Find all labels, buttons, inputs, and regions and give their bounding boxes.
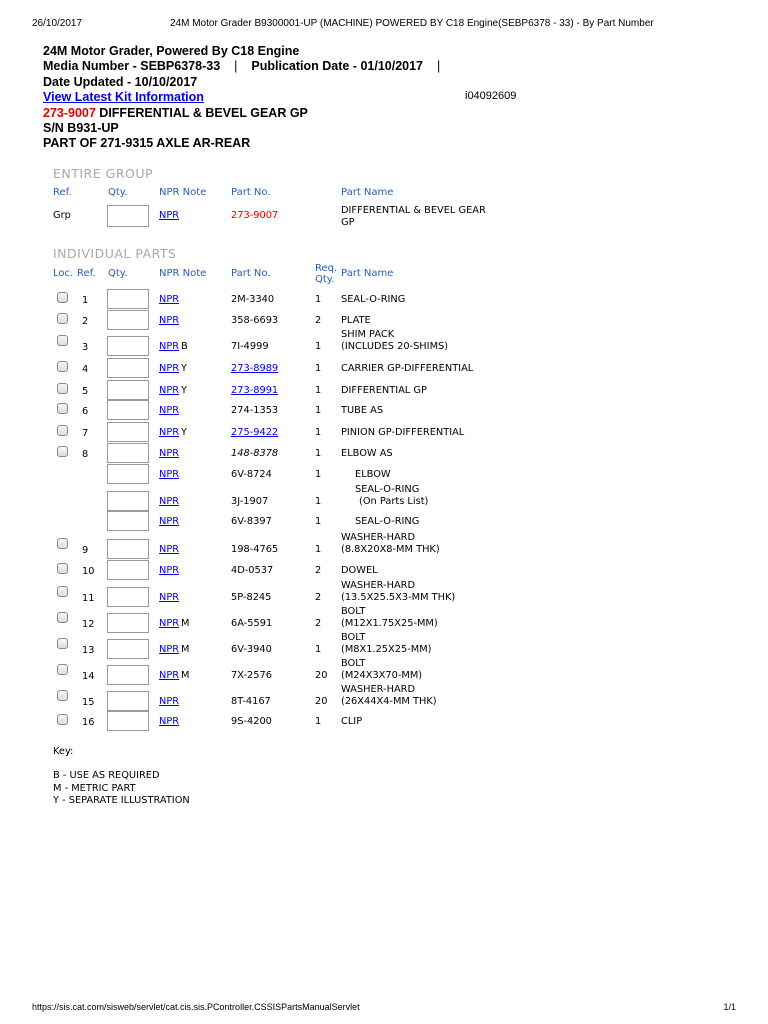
row-part-no: 2M-3340	[231, 294, 275, 305]
npr-link[interactable]: NPR	[159, 315, 180, 326]
key-title: Key:	[53, 746, 74, 757]
row-part-no	[231, 427, 278, 439]
col-ref: Ref.	[53, 187, 72, 198]
kit-info-link[interactable]: View Latest Kit Information	[43, 90, 204, 105]
group-name: DIFFERENTIAL & BEVEL GEAR GP	[95, 105, 308, 120]
row-part-name	[341, 405, 383, 417]
part-of: PART OF 271-9315 AXLE AR-REAR	[43, 136, 251, 151]
row-req-qty: 1	[315, 341, 322, 352]
part-name-line: WASHER-HARD	[341, 580, 415, 591]
row-req-qty: 1	[315, 496, 322, 507]
col-qty: Qty.	[108, 268, 128, 279]
row-part-no: 274-1353	[231, 405, 279, 416]
npr-link[interactable]: NPR	[159, 294, 180, 305]
npr-link[interactable]: NPR	[159, 496, 180, 507]
npr-link[interactable]: NPR	[159, 696, 180, 707]
row-part-name	[341, 329, 448, 353]
entire-group-title: ENTIRE GROUP	[53, 166, 154, 181]
row-ref: 13	[82, 645, 95, 656]
media-number: Media Number - SEBP6378-33	[43, 59, 221, 74]
part-name-line: DOWEL	[341, 565, 378, 576]
row-npr	[159, 618, 190, 630]
media-line	[43, 59, 454, 74]
row-qty-input[interactable]	[107, 358, 149, 378]
row-npr	[159, 469, 181, 481]
row-checkbox[interactable]	[57, 361, 68, 372]
row-part-name	[341, 606, 438, 630]
part-name-line: ELBOW	[355, 469, 391, 480]
row-checkbox[interactable]	[57, 714, 68, 725]
part-name-line: (13.5X25.5X3-MM THK)	[341, 592, 456, 603]
npr-note: Y	[181, 385, 188, 396]
col-ref: Ref.	[77, 268, 96, 279]
group-ref: Grp	[53, 210, 71, 221]
row-npr	[159, 385, 187, 397]
part-name-line: CARRIER GP-DIFFERENTIAL	[341, 363, 474, 374]
row-req-qty: 1	[315, 427, 322, 438]
col-npr-note: NPR Note	[159, 187, 207, 198]
separator: |	[437, 59, 441, 74]
row-npr	[159, 516, 181, 528]
footer-url: https://sis.cat.com/sisweb/servlet/cat.cis.sis.PController.CSSISPartsManualServlet	[32, 1002, 360, 1012]
part-name-line: SHIM PACK	[341, 329, 395, 340]
row-checkbox[interactable]	[57, 538, 68, 549]
part-name-line: WASHER-HARD	[341, 684, 415, 695]
row-req-qty: 2	[315, 565, 322, 576]
part-name-line: DIFFERENTIAL GP	[341, 385, 427, 396]
row-part-no: 7I-4999	[231, 341, 269, 352]
col-npr-note: NPR Note	[159, 268, 207, 279]
group-part-name-line: DIFFERENTIAL & BEVEL GEAR	[341, 205, 486, 216]
separator: |	[234, 59, 238, 74]
row-part-name	[341, 565, 378, 577]
row-npr	[159, 544, 181, 556]
row-ref: 12	[82, 619, 95, 630]
col-part-name: Part Name	[341, 268, 394, 279]
row-qty-input[interactable]	[107, 639, 149, 659]
part-name-line: BOLT	[341, 606, 366, 617]
row-checkbox[interactable]	[57, 638, 68, 649]
row-npr	[159, 427, 187, 439]
row-ref: 6	[82, 406, 89, 417]
npr-note: M	[181, 618, 190, 629]
npr-link[interactable]: NPR	[159, 469, 180, 480]
row-qty-input[interactable]	[107, 289, 149, 309]
row-npr	[159, 341, 188, 353]
row-checkbox[interactable]	[57, 383, 68, 394]
machine-title: 24M Motor Grader, Powered By C18 Engine	[43, 44, 300, 58]
row-qty-input[interactable]	[107, 560, 149, 580]
part-name-line: SEAL-O-RING	[355, 484, 420, 495]
part-name-line: PINION GP-DIFFERENTIAL	[341, 427, 465, 438]
row-part-no	[231, 385, 278, 397]
row-req-qty: 1	[315, 516, 322, 527]
npr-link[interactable]: NPR	[159, 405, 180, 416]
npr-link[interactable]: NPR	[159, 565, 180, 576]
row-checkbox[interactable]	[57, 335, 68, 346]
row-part-no: 198-4765	[231, 544, 279, 555]
row-checkbox[interactable]	[57, 664, 68, 675]
group-qty-input[interactable]	[107, 205, 149, 227]
row-npr	[159, 696, 181, 708]
row-req-qty: 2	[315, 315, 322, 326]
key-item: Y - SEPARATE ILLUSTRATION	[53, 795, 190, 807]
row-ref: 16	[82, 717, 95, 728]
part-name-line: BOLT	[341, 632, 366, 643]
row-part-no: 6A-5591	[231, 618, 273, 629]
row-ref: 4	[82, 364, 89, 375]
row-ref: 9	[82, 545, 89, 556]
row-npr	[159, 315, 181, 327]
col-qty: Qty.	[108, 187, 128, 198]
row-ref: 8	[82, 449, 89, 460]
row-checkbox[interactable]	[57, 425, 68, 436]
row-npr	[159, 496, 181, 508]
row-req-qty: 1	[315, 405, 322, 416]
row-qty-input[interactable]	[107, 691, 149, 711]
row-part-no: 5P-8245	[231, 592, 272, 603]
row-qty-input[interactable]	[107, 380, 149, 400]
part-name-line: (INCLUDES 20-SHIMS)	[341, 341, 449, 352]
row-qty-input[interactable]	[107, 422, 149, 442]
col-loc: Loc.	[53, 268, 74, 279]
npr-link[interactable]: NPR	[159, 427, 180, 438]
heading-block	[43, 44, 454, 152]
part-name-line: PLATE	[341, 315, 371, 326]
row-checkbox[interactable]	[57, 612, 68, 623]
group-part-name-line: GP	[341, 217, 355, 228]
row-qty-input[interactable]	[107, 613, 149, 633]
page-count: 1/1	[723, 1002, 736, 1012]
row-part-name	[341, 632, 431, 656]
npr-link[interactable]: NPR	[159, 670, 180, 681]
row-qty-input[interactable]	[107, 491, 149, 511]
part-name-line: SEAL-O-RING	[355, 516, 420, 527]
row-qty-input[interactable]	[107, 336, 149, 356]
part-name-line: (M8X1.25X25-MM)	[341, 644, 432, 655]
npr-note: M	[181, 670, 190, 681]
npr-link[interactable]: NPR	[159, 544, 180, 555]
row-checkbox[interactable]	[57, 292, 68, 303]
row-req-qty: 2	[315, 618, 322, 629]
row-part-name	[341, 294, 405, 306]
row-ref: 3	[82, 342, 89, 353]
key-item: B - USE AS REQUIRED	[53, 770, 160, 782]
row-checkbox[interactable]	[57, 403, 68, 414]
row-part-no: 9S-4200	[231, 716, 272, 727]
part-name-line: BOLT	[341, 658, 366, 669]
row-req-qty: 1	[315, 385, 322, 396]
row-part-no: 7X-2576	[231, 670, 272, 681]
row-ref: 11	[82, 593, 95, 604]
row-ref: 1	[82, 295, 89, 306]
row-part-name	[341, 385, 427, 397]
row-part-name	[341, 532, 440, 556]
row-qty-input[interactable]	[107, 511, 149, 531]
row-req-qty: 1	[315, 644, 322, 655]
row-req-qty: 1	[315, 294, 322, 305]
row-part-no	[231, 363, 278, 375]
row-part-no: 6V-8724	[231, 469, 272, 480]
group-part-name	[341, 205, 486, 229]
col-req-qty-line: Req.	[315, 263, 338, 274]
row-part-no: 6V-8397	[231, 516, 272, 527]
npr-note: Y	[181, 427, 188, 438]
row-ref: 5	[82, 386, 89, 397]
part-name-line: (On Parts List)	[359, 496, 429, 507]
npr-link[interactable]: NPR	[159, 644, 180, 655]
npr-note: B	[181, 341, 188, 352]
row-part-name	[355, 469, 391, 481]
npr-link[interactable]: NPR	[159, 448, 180, 459]
row-part-no: 358-6693	[231, 315, 279, 326]
npr-note: Y	[181, 363, 188, 374]
row-npr	[159, 565, 181, 577]
row-req-qty: 20	[315, 696, 328, 707]
col-part-no: Part No.	[231, 268, 271, 279]
row-npr	[159, 294, 181, 306]
row-part-name	[355, 516, 419, 528]
row-qty-input[interactable]	[107, 443, 149, 463]
row-checkbox[interactable]	[57, 563, 68, 574]
npr-note: M	[181, 644, 190, 655]
npr-link[interactable]: NPR	[159, 592, 180, 603]
part-name-line: (M24X3X70-MM)	[341, 670, 423, 681]
row-part-name	[341, 658, 422, 682]
row-req-qty: 20	[315, 670, 328, 681]
print-title: 24M Motor Grader B9300001-UP (MACHINE) POWERED BY C18 Engine(SEBP6378 - 33) - By Part Number	[170, 18, 654, 29]
part-no-link[interactable]: 273-8991	[231, 385, 279, 396]
row-checkbox[interactable]	[57, 446, 68, 457]
group-part-no: 273-9007	[231, 210, 279, 221]
row-part-no: 4D-0537	[231, 565, 274, 576]
part-name-line: (8.8X20X8-MM THK)	[341, 544, 440, 555]
group-number: 273-9007	[43, 105, 96, 120]
row-ref: 10	[82, 566, 95, 577]
row-npr	[159, 670, 190, 682]
npr-link[interactable]: NPR	[159, 716, 180, 727]
row-part-no: 6V-3940	[231, 644, 272, 655]
part-name-line: (26X44X4-MM THK)	[341, 696, 437, 707]
row-part-name	[341, 684, 437, 708]
row-npr	[159, 363, 187, 375]
row-qty-input[interactable]	[107, 665, 149, 685]
col-part-no: Part No.	[231, 187, 271, 198]
row-part-name	[341, 448, 393, 460]
row-part-name	[341, 716, 362, 728]
row-part-no: 3J-1907	[231, 496, 269, 507]
row-part-name	[341, 580, 455, 604]
npr-link[interactable]: NPR	[159, 341, 180, 352]
publication-date: Publication Date - 01/10/2017	[251, 59, 424, 74]
part-name-line: SEAL-O-RING	[341, 294, 406, 305]
row-npr	[159, 716, 181, 728]
group-npr-link[interactable]: NPR	[159, 210, 180, 221]
part-name-line: CLIP	[341, 716, 363, 727]
row-npr	[159, 405, 181, 417]
row-req-qty: 1	[315, 363, 322, 374]
row-qty-input[interactable]	[107, 539, 149, 559]
part-no-link[interactable]: 275-9422	[231, 427, 279, 438]
col-part-name: Part Name	[341, 187, 394, 198]
row-qty-input[interactable]	[107, 587, 149, 607]
part-name-line: WASHER-HARD	[341, 532, 415, 543]
group-title	[43, 106, 454, 121]
row-part-no: 8T-4167	[231, 696, 271, 707]
row-ref: 15	[82, 697, 95, 708]
individual-parts-title: INDIVIDUAL PARTS	[53, 246, 177, 261]
col-req-qty	[315, 263, 337, 285]
row-req-qty: 1	[315, 544, 322, 555]
col-req-qty-line: Qty.	[315, 274, 335, 285]
npr-link[interactable]: NPR	[159, 618, 180, 629]
row-ref: 2	[82, 316, 89, 327]
date-updated: Date Updated - 10/10/2017	[43, 74, 198, 89]
row-checkbox[interactable]	[57, 313, 68, 324]
key-block	[53, 746, 190, 808]
row-part-name	[341, 315, 371, 327]
row-part-no: 148-8378	[231, 448, 279, 459]
part-name-line: TUBE AS	[341, 405, 384, 416]
row-part-name	[341, 363, 473, 375]
row-npr	[159, 592, 181, 604]
row-npr	[159, 448, 181, 460]
row-part-name	[341, 427, 464, 439]
serial-range: S/N B931-UP	[43, 121, 119, 136]
image-id: i04092609	[465, 90, 517, 102]
row-ref: 7	[82, 428, 89, 439]
row-req-qty: 1	[315, 448, 322, 459]
row-req-qty: 1	[315, 716, 322, 727]
npr-link[interactable]: NPR	[159, 385, 180, 396]
row-npr	[159, 644, 190, 656]
row-part-name	[355, 484, 428, 508]
part-name-line: ELBOW AS	[341, 448, 393, 459]
part-no-link[interactable]: 273-8989	[231, 363, 279, 374]
row-checkbox[interactable]	[57, 586, 68, 597]
row-qty-input[interactable]	[107, 464, 149, 484]
row-req-qty: 1	[315, 469, 322, 480]
row-req-qty: 2	[315, 592, 322, 603]
row-qty-input[interactable]	[107, 310, 149, 330]
key-item: M - METRIC PART	[53, 782, 136, 794]
row-checkbox[interactable]	[57, 690, 68, 701]
row-qty-input[interactable]	[107, 400, 149, 420]
row-qty-input[interactable]	[107, 711, 149, 731]
part-name-line: (M12X1.75X25-MM)	[341, 618, 438, 629]
npr-link[interactable]: NPR	[159, 363, 180, 374]
row-ref: 14	[82, 671, 95, 682]
npr-link[interactable]: NPR	[159, 516, 180, 527]
print-date: 26/10/2017	[32, 18, 83, 29]
